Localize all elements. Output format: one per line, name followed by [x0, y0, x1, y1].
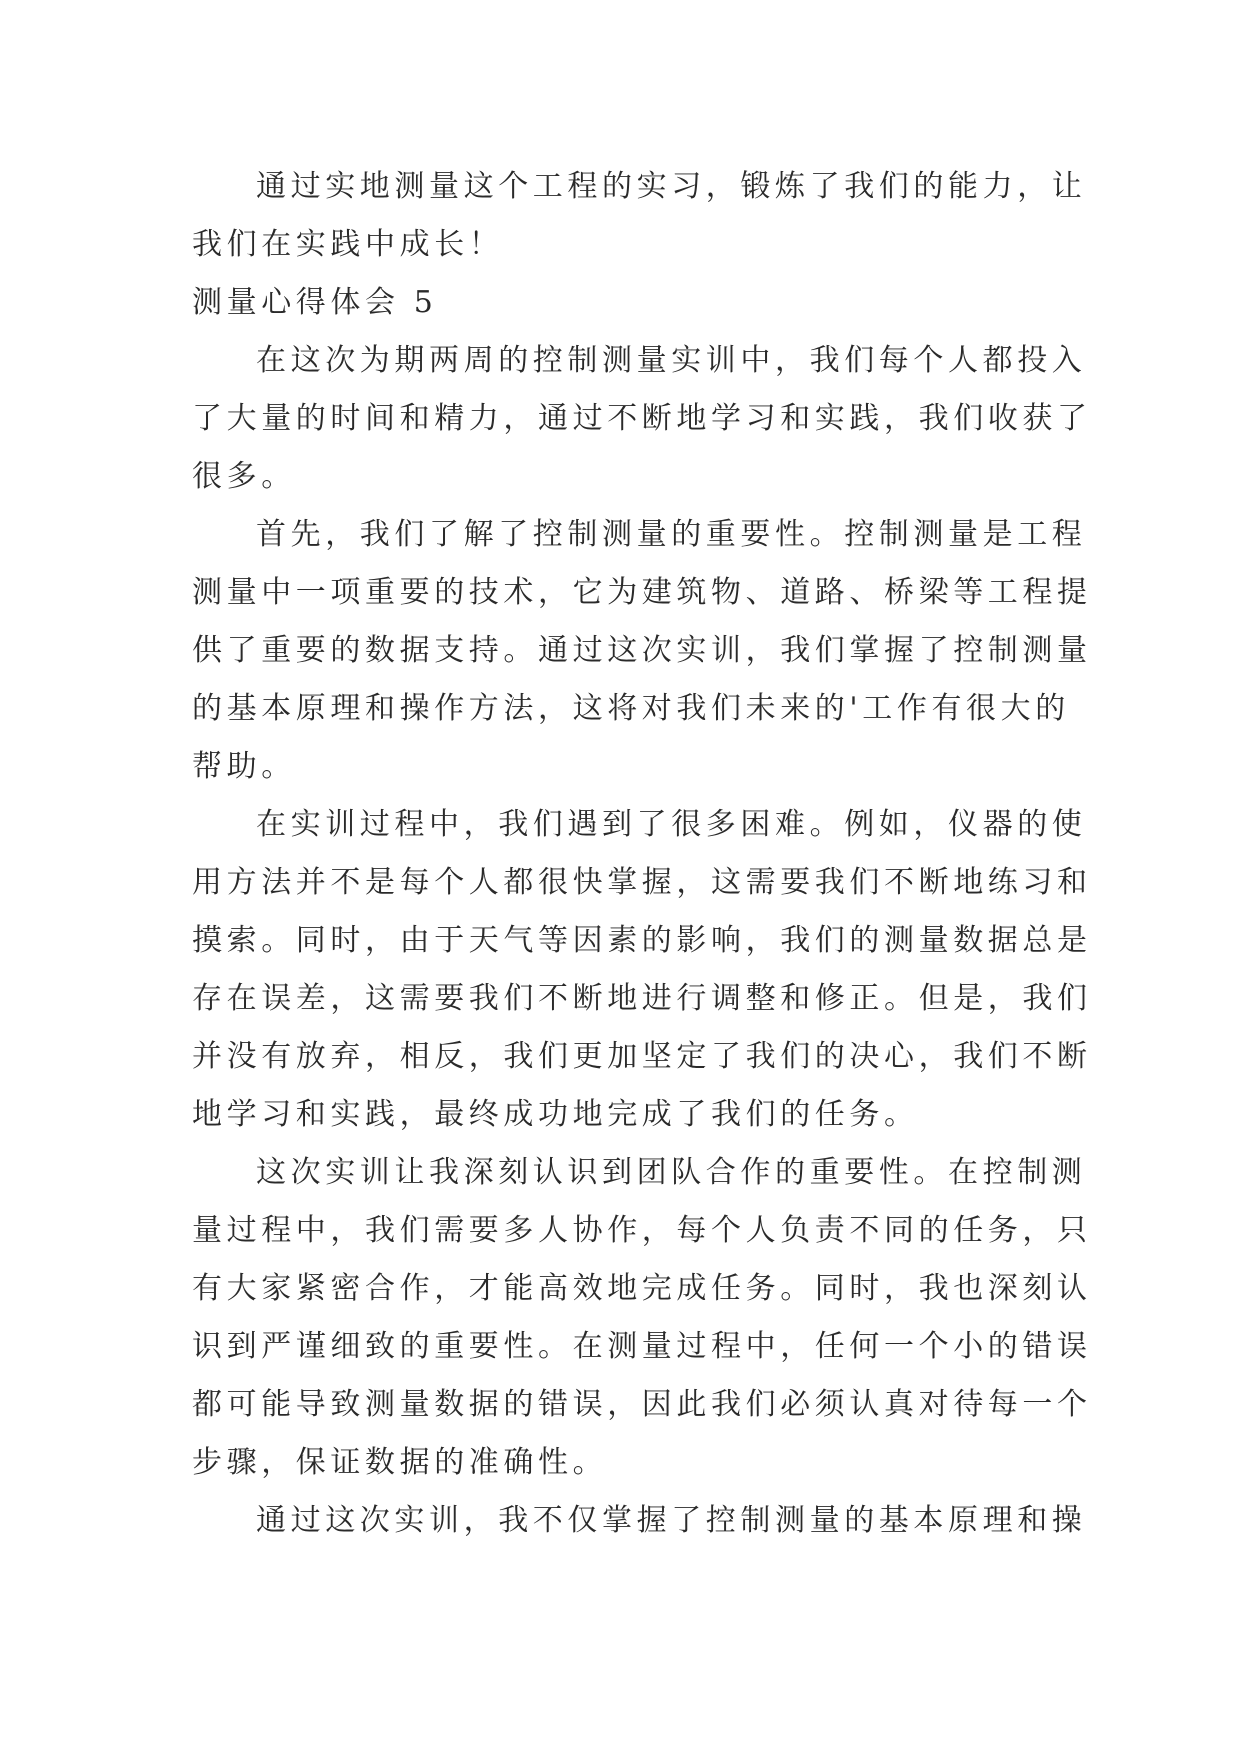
text-line: 通过实地测量这个工程的实习，锻炼了我们的能力，让 [256, 169, 1087, 204]
section-title: 测量心得体会 5 [192, 285, 438, 320]
text-line: 很多。 [192, 459, 296, 494]
text-line: 这次实训让我深刻认识到团队合作的重要性。在控制测 [256, 1155, 1087, 1190]
text-line: 地学习和实践，最终成功地完成了我们的任务。 [192, 1097, 919, 1132]
text-line: 供了重要的数据支持。通过这次实训，我们掌握了控制测量 [192, 633, 1092, 668]
paragraph-2 [192, 506, 1092, 796]
text-line: 识到严谨细致的重要性。在测量过程中，任何一个小的错误 [192, 1329, 1092, 1364]
text-line: 帮助。 [192, 749, 296, 784]
paragraph-3 [192, 796, 1092, 1144]
text-line: 并没有放弃，相反，我们更加坚定了我们的决心，我们不断 [192, 1039, 1092, 1074]
paragraph-1 [192, 332, 1092, 506]
text-line: 测量中一项重要的技术，它为建筑物、道路、桥梁等工程提 [192, 575, 1092, 610]
text-line: 用方法并不是每个人都很快掌握，这需要我们不断地练习和 [192, 865, 1092, 900]
text-line: 在实训过程中，我们遇到了很多困难。例如，仪器的使 [256, 807, 1087, 842]
text-line: 我们在实践中成长！ [192, 227, 504, 262]
text-line: 通过这次实训，我不仅掌握了控制测量的基本原理和操 [256, 1503, 1087, 1538]
text-line: 有大家紧密合作，才能高效地完成任务。同时，我也深刻认 [192, 1271, 1092, 1306]
paragraph-5 [192, 1492, 1087, 1550]
text-line: 量过程中，我们需要多人协作，每个人负责不同的任务，只 [192, 1213, 1092, 1248]
paragraph-4 [192, 1144, 1092, 1492]
text-line: 存在误差，这需要我们不断地进行调整和修正。但是，我们 [192, 981, 1092, 1016]
text-line: 步骤，保证数据的准确性。 [192, 1445, 608, 1480]
text-line: 首先，我们了解了控制测量的重要性。控制测量是工程 [256, 517, 1087, 552]
text-line: 了大量的时间和精力，通过不断地学习和实践，我们收获了 [192, 401, 1092, 436]
text-line: 在这次为期两周的控制测量实训中，我们每个人都投入 [256, 343, 1087, 378]
document-body [192, 158, 1092, 1550]
intro-paragraph [192, 158, 1087, 274]
text-line: 的基本原理和操作方法，这将对我们未来的'工作有很大的 [192, 691, 1070, 726]
text-line: 摸索。同时，由于天气等因素的影响，我们的测量数据总是 [192, 923, 1092, 958]
text-line: 都可能导致测量数据的错误，因此我们必须认真对待每一个 [192, 1387, 1092, 1422]
